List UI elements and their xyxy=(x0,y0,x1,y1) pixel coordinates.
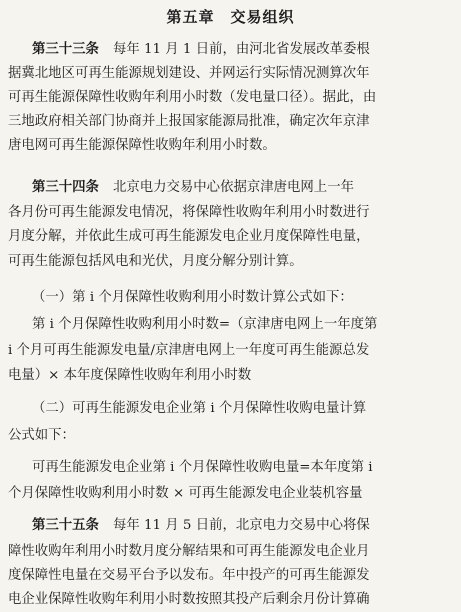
article-33-label: 第三十三条 xyxy=(32,42,99,57)
article-33-line-3: 可再生能源保障性收购年利用小时数（发电量口径）。据此，由 xyxy=(8,90,377,105)
article-35-line-3: 度保障性电量在交易平台予以发布。年中投产的可再生能源发 xyxy=(8,568,370,583)
sub-1-title: （一）第 i 个月保障性收购利用小时数计算公式如下： xyxy=(32,290,353,305)
formula-2-line-1: 可再生能源发电企业第 i 个月保障性收购电量=本年度第 i xyxy=(32,460,373,475)
formula-1-line-1: 第 i 个月保障性收购利用小时数=（京津唐电网上一年度第 xyxy=(32,317,378,332)
article-35-line-2: 障性收购年利用小时数月度分解结果和可再生能源发电企业月 xyxy=(8,544,370,559)
article-34-line-4: 可再生能源包括风电和光伏，月度分解分别计算。 xyxy=(8,254,303,269)
formula-2-line-2: 个月保障性收购利用小时数 × 可再生能源发电企业装机容量 xyxy=(8,486,363,501)
article-35-text-1: 每年 11 月 5 日前，北京电力交易中心将保 xyxy=(112,518,370,533)
chapter-title: 第五章 交易组织 xyxy=(166,8,295,26)
article-34-line-3: 月度分解，并依此生成可再生能源发电企业月度保障性电量， xyxy=(8,229,370,244)
article-35-line-4: 电企业保障性收购年利用小时数按照其投产后剩余月份计算确 xyxy=(8,592,370,607)
article-33-line-4: 三地政府相关部门协商并上报国家能源局批准，确定次年京津 xyxy=(8,114,370,129)
sub-2-line-2: 公式如下： xyxy=(8,428,75,443)
formula-1-line-2: i 个月可再生能源发电量/京津唐电网上一年度可再生能源总发 xyxy=(8,343,370,358)
article-35-label: 第三十五条 xyxy=(32,518,99,533)
article-33-line-1 xyxy=(0,38,461,62)
article-33-line-2: 据冀北地区可再生能源规划建设、并网运行实际情况测算次年 xyxy=(8,66,370,81)
article-34-line-1 xyxy=(0,176,461,200)
article-33-text-1: 每年 11 月 1 日前，由河北省发展改革委根 xyxy=(112,42,370,57)
article-34-line-2: 各月份可再生能源发电情况，将保障性收购年利用小时数进行 xyxy=(8,205,370,220)
article-34-text-1: 北京电力交易中心依据京津唐电网上一年 xyxy=(112,180,354,195)
formula-1-line-3: 电量）× 本年度保障性收购年利用小时数 xyxy=(8,368,252,383)
article-34-label: 第三十四条 xyxy=(32,180,99,195)
article-33-line-5: 唐电网可再生能源保障性收购年利用小时数。 xyxy=(8,138,276,153)
article-35-line-1 xyxy=(0,514,461,538)
sub-2-line-1: （二）可再生能源发电企业第 i 个月保障性收购电量计算 xyxy=(32,401,367,416)
